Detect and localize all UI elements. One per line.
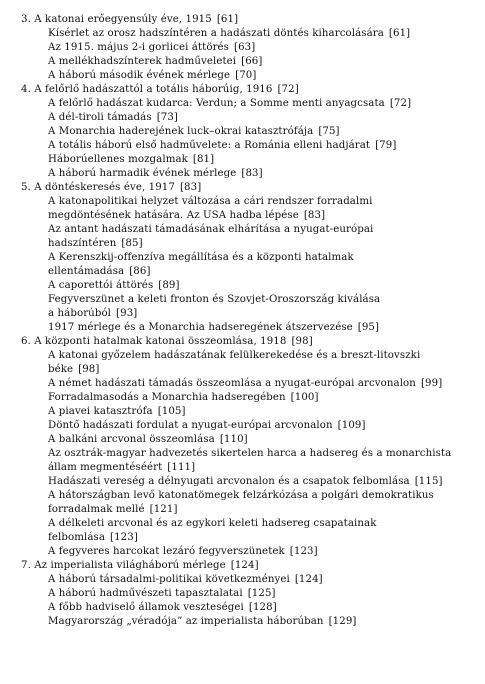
toc-page-number: [123] xyxy=(289,546,318,557)
toc-text: A katonapolitikai helyzet változása a cári rendszer forradalmi xyxy=(48,196,373,207)
toc-entry xyxy=(48,251,354,265)
toc-page-number: [85] xyxy=(121,238,143,249)
toc-entry xyxy=(48,167,263,181)
toc-text: 4. A felőrlő hadászattól a totális háborúig, 1916 xyxy=(21,84,273,95)
toc-entry xyxy=(48,405,186,419)
toc-chapter xyxy=(21,181,201,195)
toc-page-number: [72] xyxy=(389,98,412,109)
toc-entry xyxy=(48,153,214,167)
toc-page-number: [123] xyxy=(110,532,138,543)
toc-text: Háborúellenes mozgalmak xyxy=(48,154,188,165)
toc-page-number: [79] xyxy=(375,140,397,151)
toc-text: Forradalmasodás a Monarchia hadseregében xyxy=(48,392,286,403)
toc-chapter xyxy=(21,13,238,27)
toc-text: A katonai győzelem hadászatának felülkerekedése és a breszt-litovszki xyxy=(48,350,421,361)
toc-chapter xyxy=(21,83,299,97)
toc-entry xyxy=(48,349,420,363)
toc-page-number: [115] xyxy=(414,476,443,487)
toc-entry xyxy=(48,69,256,83)
toc-page-number: [83] xyxy=(179,182,202,193)
toc-chapter xyxy=(21,559,259,573)
toc-page-number: [75] xyxy=(318,126,340,137)
toc-page-number: [129] xyxy=(328,616,357,627)
toc-page-number: [100] xyxy=(290,392,319,403)
toc-text: állam megmentéséért xyxy=(48,462,163,473)
toc-text: hadszíntéren xyxy=(48,238,117,249)
toc-entry xyxy=(48,545,318,559)
toc-entry xyxy=(48,601,277,615)
toc-text: a háborúból xyxy=(48,308,112,319)
toc-page-number: [72] xyxy=(277,84,299,95)
toc-page-number: [95] xyxy=(357,322,380,333)
toc-text: A német hadászati támadás összeomlása a nyugat-európai arcvonalon xyxy=(48,378,416,389)
toc-text: A háború hadművészeti tapasztalatai xyxy=(48,588,243,599)
toc-text: A Monarchia haderejének luck–okrai katasztrófája xyxy=(48,126,314,137)
toc-entry-continuation xyxy=(48,531,138,545)
toc-page-number: [73] xyxy=(156,112,178,123)
toc-entry-continuation xyxy=(48,461,195,475)
toc-text: Kísérlet az orosz hadszíntéren a hadászati döntés kiharcolására xyxy=(48,28,384,39)
toc-page-number: [109] xyxy=(337,420,366,431)
toc-text: A háború második évének mérlege xyxy=(48,70,231,81)
toc-text: forradalmak mellé xyxy=(48,504,145,515)
toc-entry xyxy=(48,419,366,433)
toc-entry xyxy=(48,41,255,55)
toc-page-number: [124] xyxy=(230,560,259,571)
toc-page-number: [61] xyxy=(216,14,239,25)
toc-page-number: [93] xyxy=(116,308,138,319)
toc-entry-continuation xyxy=(48,503,178,517)
toc-entry-continuation xyxy=(48,237,143,251)
toc-page-number: [121] xyxy=(149,504,178,515)
toc-text: A hátországban levő katonatömegek felzárkózása a polgári demokratikus xyxy=(48,490,434,501)
toc-page-number: [86] xyxy=(129,266,151,277)
toc-entry-continuation xyxy=(48,307,137,321)
toc-text: A háború harmadik évének mérlege xyxy=(48,168,237,179)
toc-page-number: [111] xyxy=(167,462,196,473)
toc-text: A caporettói áttörés xyxy=(48,280,154,291)
toc-text: 5. A döntéskeresés éve, 1917 xyxy=(21,182,175,193)
toc-entry xyxy=(48,195,372,209)
toc-entry xyxy=(48,587,276,601)
toc-entry xyxy=(48,377,442,391)
toc-entry xyxy=(48,433,248,447)
toc-text: felbomlása xyxy=(48,532,106,543)
toc-entry xyxy=(48,279,180,293)
toc-page-number: [128] xyxy=(248,602,277,613)
toc-page-number: [105] xyxy=(157,406,186,417)
toc-entry-continuation xyxy=(48,265,151,279)
toc-text: A totális háború első hadművelete: a Románia elleni hadjárat xyxy=(48,140,371,151)
toc-chapter xyxy=(21,335,313,349)
toc-text: Az 1915. május 2-i gorlicei áttörés xyxy=(48,42,229,53)
toc-entry xyxy=(48,475,443,489)
toc-text: A dél-tiroli támadás xyxy=(48,112,152,123)
toc-text: Az osztrák-magyar hadvezetés sikertelen harca a hadsereg és a monarchista xyxy=(48,448,452,459)
toc-entry-continuation xyxy=(48,363,99,377)
toc-text: 3. A katonai erőegyensúly éve, 1915 xyxy=(21,14,212,25)
toc-page-number: [125] xyxy=(247,588,276,599)
toc-text: A főbb hadviselő államok veszteségei xyxy=(48,602,244,613)
toc-entry-continuation xyxy=(48,209,325,223)
toc-page-number: [63] xyxy=(234,42,256,53)
toc-text: A fegyveres harcokat lezáró fegyverszünetek xyxy=(48,546,285,557)
toc-page-number: [83] xyxy=(303,210,326,221)
toc-page-number: [61] xyxy=(388,28,411,39)
toc-entry xyxy=(48,55,262,69)
toc-page-number: [99] xyxy=(420,378,443,389)
toc-entry xyxy=(48,615,357,629)
toc-entry xyxy=(48,293,380,307)
toc-text: A délkeleti arcvonal és az egykori keleti hadsereg csapatainak xyxy=(48,518,377,529)
toc-text: Az antant hadászati támadásának elhárítása a nyugat-európai xyxy=(48,224,374,235)
toc-entry xyxy=(48,125,340,139)
toc-entry xyxy=(48,391,319,405)
toc-entry xyxy=(48,111,178,125)
toc-page-number: [110] xyxy=(219,434,248,445)
toc-page-number: [66] xyxy=(241,56,263,67)
toc-entry xyxy=(48,321,379,335)
toc-text: Fegyverszünet a keleti fronton és Szovjet-Oroszország kiválása xyxy=(48,294,381,305)
toc-text: Döntő hadászati fordulat a nyugat-európai arcvonalon xyxy=(48,420,333,431)
toc-entry xyxy=(48,517,377,531)
toc-text: megdöntésének hatására. Az USA hadba lépése xyxy=(48,210,299,221)
toc-text: A mellékhadszínterek hadműveletei xyxy=(48,56,237,67)
toc-page-number: [89] xyxy=(158,280,180,291)
toc-text: A piavei katasztrófa xyxy=(48,406,153,417)
toc-text: 7. Az imperialista világháború mérlege xyxy=(21,560,226,571)
toc-text: 1917 mérlege és a Monarchia hadseregének átszervezése xyxy=(48,322,353,333)
toc-entry xyxy=(48,447,451,461)
toc-text: A Kerenszkij-offenzíva megállítása és a központi hatalmak xyxy=(48,252,354,263)
toc-text: A felőrlő hadászat kudarca: Verdun; a Somme menti anyagcsata xyxy=(48,98,385,109)
toc-page-number: [70] xyxy=(235,70,257,81)
toc-entry xyxy=(48,97,411,111)
toc-text: béke xyxy=(48,364,74,375)
toc-text: Hadászati vereség a délnyugati arcvonalon és a csapatok felbomlása xyxy=(48,476,410,487)
toc-entry xyxy=(48,139,396,153)
toc-entry xyxy=(48,489,434,503)
toc-page-number: [83] xyxy=(241,168,263,179)
toc-entry xyxy=(48,223,373,237)
toc-text: A balkáni arcvonal összeomlása xyxy=(48,434,215,445)
toc-entry xyxy=(48,573,323,587)
toc-page-number: [81] xyxy=(192,154,215,165)
toc-text: Magyarország „véradója” az imperialista háborúban xyxy=(48,616,324,627)
toc-text: 6. A központi hatalmak katonai összeomlása, 1918 xyxy=(21,336,287,347)
toc-page-number: [124] xyxy=(294,574,323,585)
toc-text: ellentámadása xyxy=(48,266,125,277)
toc-text: A háború társadalmi-politikai következményei xyxy=(48,574,290,585)
toc-entry xyxy=(48,27,410,41)
toc-page-number: [98] xyxy=(78,364,100,375)
toc-page-number: [98] xyxy=(291,336,313,347)
